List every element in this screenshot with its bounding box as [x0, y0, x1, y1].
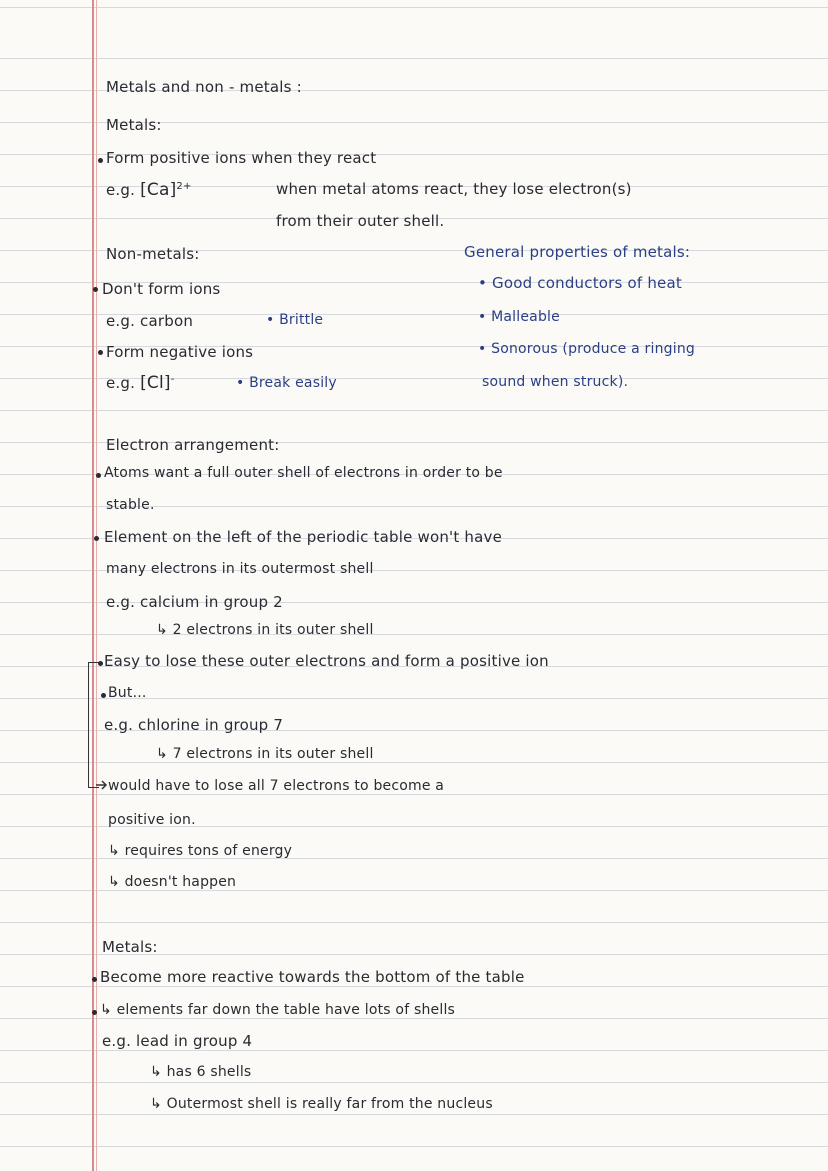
- properties-title: General properties of metals:: [464, 243, 691, 261]
- bullet-dot: [96, 473, 101, 478]
- ea-point2-line1: Element on the left of the periodic table won't have: [104, 528, 503, 546]
- brittle-note: • Brittle: [266, 312, 324, 328]
- bullet-dot: [94, 536, 99, 541]
- nonmetals-point1: Don't form ions: [102, 280, 221, 298]
- metals-explanation-line2: from their outer shell.: [276, 212, 445, 230]
- ea-point2-line2: many electrons in its outermost shell: [106, 561, 374, 577]
- arrow-icon: ↳: [150, 1096, 162, 1112]
- page-heading: Metals and non - metals :: [106, 78, 302, 96]
- bullet-dot: [93, 287, 98, 292]
- bullet-dot: [98, 158, 103, 163]
- metals-example: [106, 180, 192, 200]
- ea-arrow1: ↳ requires tons of energy: [108, 843, 293, 859]
- ea-point3: Easy to lose these outer electrons and form a positive ion: [104, 652, 549, 670]
- ea-example2: e.g. chlorine in group 7: [104, 716, 284, 734]
- ea-example1: e.g. calcium in group 2: [106, 593, 283, 611]
- ea-but: But...: [108, 685, 147, 701]
- arrow-icon: ↳: [150, 1064, 162, 1080]
- nonmetals-example1: e.g. carbon: [106, 312, 194, 330]
- nonmetals-title: Non-metals:: [106, 245, 200, 263]
- arrow-icon: ↳: [156, 622, 168, 638]
- ea-example1-note: ↳ 2 electrons in its outer shell: [156, 622, 374, 638]
- ea-consequence-line1: would have to lose all 7 electrons to become a: [108, 778, 445, 794]
- bullet-dot: [98, 661, 103, 666]
- property-item: • Good conductors of heat: [478, 274, 682, 292]
- example-label: e.g.: [106, 374, 136, 392]
- metals-explanation-line1: when metal atoms react, they lose electron(s): [276, 180, 632, 198]
- property-item: sound when struck).: [482, 374, 629, 390]
- mr-note2: ↳ Outermost shell is really far from the nucleus: [150, 1096, 493, 1112]
- ea-point1-line2: stable.: [106, 497, 155, 513]
- bullet-dot: [92, 977, 97, 982]
- ea-arrow2: ↳ doesn't happen: [108, 874, 237, 890]
- ea-point1-line1: Atoms want a full outer shell of electrons in order to be: [104, 465, 503, 481]
- example-ion: [Cl]: [140, 373, 171, 393]
- mr-note1: ↳ has 6 shells: [150, 1064, 252, 1080]
- metals-point1: Form positive ions when they react: [106, 149, 377, 167]
- property-item: • Sonorous (produce a ringing: [478, 341, 695, 357]
- mr-point2: ↳ elements far down the table have lots of shells: [100, 1002, 456, 1018]
- margin-line: [92, 0, 94, 1171]
- example-ion: [Ca]: [140, 180, 177, 200]
- arrow-icon: ↳: [108, 843, 120, 859]
- nonmetals-point2: Form negative ions: [106, 343, 254, 361]
- example-label: e.g.: [106, 181, 136, 199]
- bracket-connector: [88, 662, 99, 788]
- bullet-dot: [101, 693, 106, 698]
- mr-example: e.g. lead in group 4: [102, 1032, 253, 1050]
- ea-consequence-line2: positive ion.: [108, 812, 196, 828]
- bracket-arrow-icon: [96, 780, 108, 790]
- margin-line-secondary: [96, 0, 97, 1171]
- arrow-icon: ↳: [108, 874, 120, 890]
- nonmetals-example2: [106, 373, 175, 393]
- property-item: • Malleable: [478, 309, 560, 325]
- arrow-icon: ↳: [156, 746, 168, 762]
- metals-title: Metals:: [106, 116, 162, 134]
- ea-example2-note: ↳ 7 electrons in its outer shell: [156, 746, 374, 762]
- electron-arrangement-title: Electron arrangement:: [106, 436, 280, 454]
- example-charge: 2+: [176, 181, 192, 192]
- example-charge: -: [170, 374, 175, 385]
- metals-reactivity-title: Metals:: [102, 938, 158, 956]
- arrow-icon: ↳: [100, 1002, 112, 1018]
- bullet-dot: [92, 1010, 97, 1015]
- bullet-dot: [98, 350, 103, 355]
- mr-point1: Become more reactive towards the bottom of the table: [100, 968, 525, 986]
- break-easily-note: • Break easily: [236, 375, 337, 391]
